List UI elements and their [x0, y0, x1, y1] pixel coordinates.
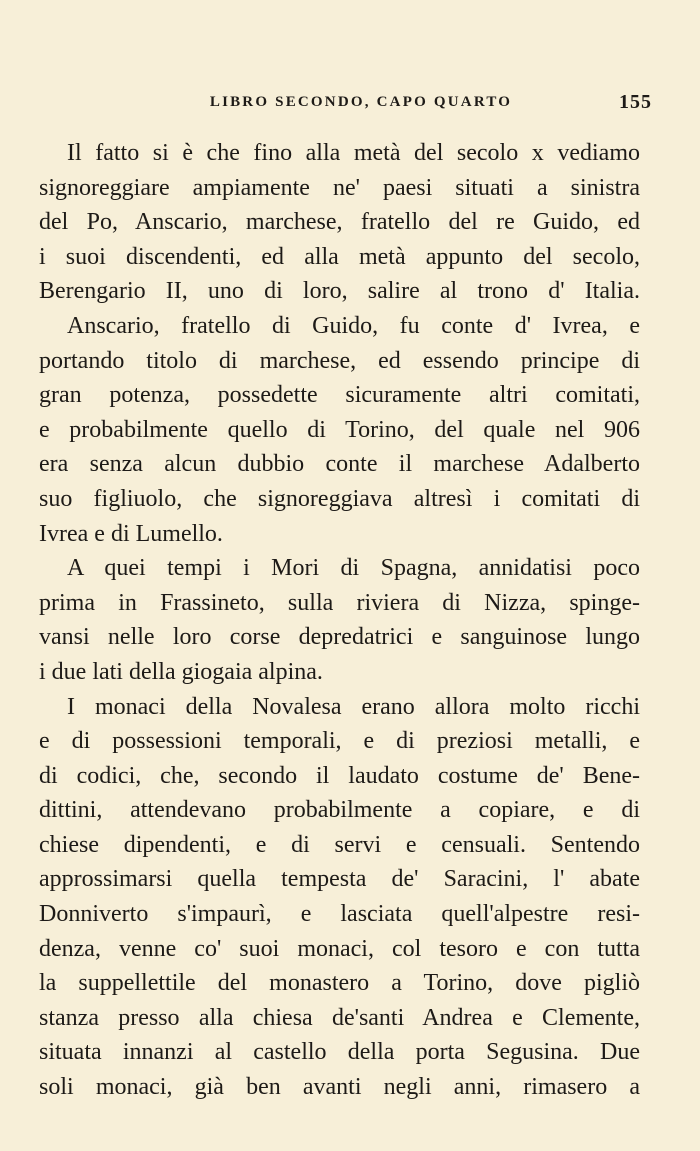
text-line: gran potenza, possedette sicuramente altri comitati, — [39, 382, 640, 409]
text-line: i suoi discendenti, ed alla metà appunto del secolo, — [39, 243, 640, 270]
text-line: signoreggiare ampiamente ne' paesi situati a sinistra — [39, 174, 640, 201]
running-title: LIBRO SECONDO, CAPO QUARTO — [209, 94, 513, 110]
page-number: 155 — [619, 91, 652, 113]
text-line: del Po, Anscario, marchese, fratello del re Guido, ed — [39, 209, 640, 236]
text-line: denza, venne co' suoi monaci, col tesoro e con tutta — [39, 935, 640, 962]
text-line: di codici, che, secondo il laudato costume de' Bene- — [39, 762, 640, 789]
text-line: chiese dipendenti, e di servi e censuali. Sentendo — [39, 831, 640, 858]
text-line: vansi nelle loro corse depredatrici e sanguinose lungo — [39, 624, 640, 651]
text-line: Anscario, fratello di Guido, fu conte d' Ivrea, e — [67, 312, 640, 339]
text-line: e probabilmente quello di Torino, del quale nel 906 — [39, 416, 640, 443]
text-line: i due lati della giogaia alpina. — [39, 658, 323, 685]
text-line: A quei tempi i Mori di Spagna, annidatisi poco — [67, 555, 640, 582]
text-line: prima in Frassineto, sulla riviera di Nizza, spinge- — [39, 589, 640, 616]
text-line: suo figliuolo, che signoreggiava altresì i comitati di — [39, 485, 640, 512]
text-line: Berengario II, uno di loro, salire al trono d' Italia. — [39, 278, 640, 305]
text-line: Ivrea e di Lumello. — [39, 520, 223, 547]
page-header — [40, 91, 660, 120]
body-text — [39, 136, 640, 1105]
text-line: la suppellettile del monastero a Torino, dove pigliò — [39, 970, 640, 997]
text-line: Il fatto si è che fino alla metà del secolo x vediamo — [67, 140, 640, 166]
text-line: portando titolo di marchese, ed essendo principe di — [39, 347, 640, 374]
text-line: soli monaci, già ben avanti negli anni, rimasero a — [39, 1074, 640, 1101]
text-line: situata innanzi al castello della porta Segusina. Due — [39, 1039, 640, 1066]
text-line: stanza presso alla chiesa de'santi Andrea e Clemente, — [39, 1004, 640, 1031]
text-line: I monaci della Novalesa erano allora molto ricchi — [67, 693, 640, 720]
text-line: approssimarsi quella tempesta de' Saracini, l' abate — [39, 866, 640, 893]
text-line: Donniverto s'impaurì, e lasciata quell'alpestre resi- — [39, 901, 640, 928]
text-line: era senza alcun dubbio conte il marchese Adalberto — [39, 451, 640, 478]
text-line: e di possessioni temporali, e di preziosi metalli, e — [39, 728, 640, 755]
text-line: dittini, attendevano probabilmente a copiare, e di — [39, 797, 640, 824]
